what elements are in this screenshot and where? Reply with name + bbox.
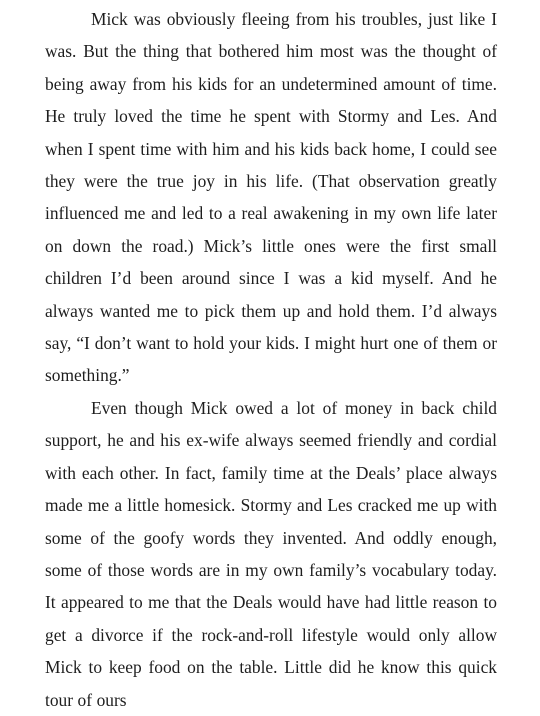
- paragraph-2: Even though Mick owed a lot of money in back child support, he and his ex-wife always seemed friendly and cordial with each other. In fact, family time at the Deals’ place always made me a little homesick. Stormy and Les cracked me up with some of the goofy words they invented. And oddly enough, some of those words are in my own family’s vocabulary today. It appeared to me that the Deals would have had little reason to get a divorce if the rock-and-roll lifestyle would only allow Mick to keep food on the table. Little did he know this quick tour of ours: [45, 397, 497, 710]
- paragraph-1: Mick was obviously fleeing from his troubles, just like I was. But the thing that bothered him most was the thought of being away from his kids for an undetermined amount of time. He truly loved the time he spent with Stormy and Les. And when I spent time with him and his kids back home, I could see they were the true joy in his life. (That observation greatly influenced me and led to a real awakening in my own life later on down the road.) Mick’s little ones were the first small children I’d been around since I was a kid myself. And he always wanted me to pick them up and hold them. I’d always say, “I don’t want to hold your kids. I might hurt one of them or something.”: [45, 9, 497, 386]
- document-page: [45, 0, 497, 710]
